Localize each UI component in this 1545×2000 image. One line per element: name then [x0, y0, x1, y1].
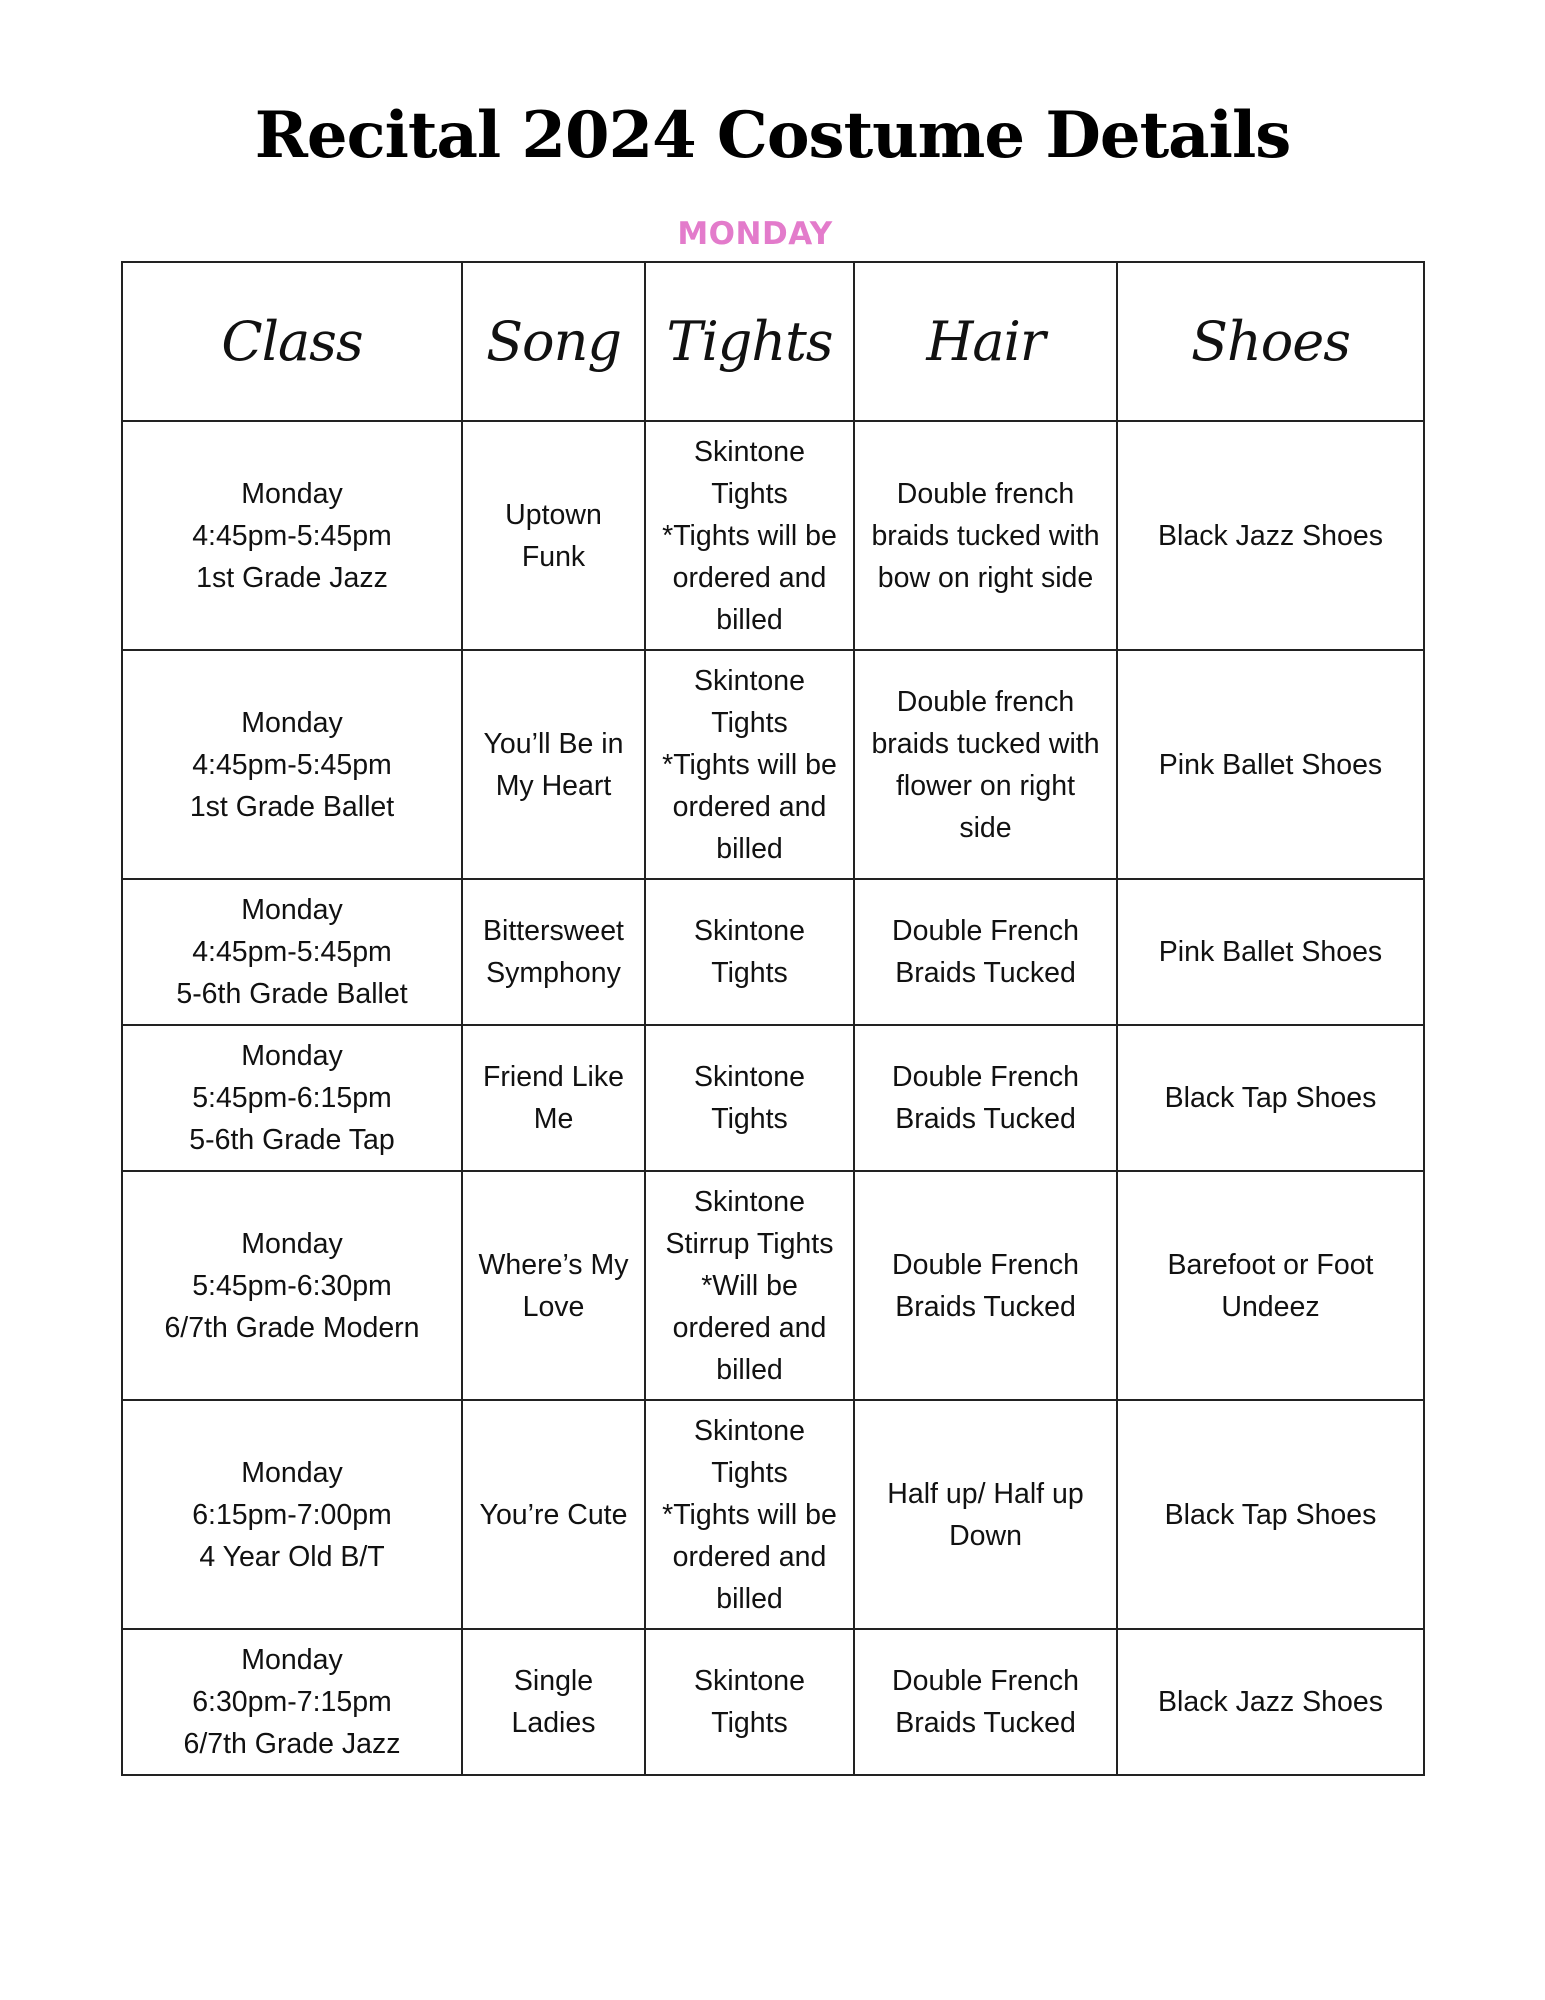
cell-line: Skintone [694, 435, 805, 468]
cell-tights [645, 1400, 854, 1629]
cell-line: Braids Tucked [895, 957, 1076, 989]
cell-class [122, 421, 462, 650]
cell-line: 6/7th Grade Jazz [183, 1728, 401, 1760]
cell-line: Love [522, 1290, 585, 1323]
header-song: Song [462, 262, 645, 421]
cell-line: ordered and [672, 1540, 827, 1573]
cell-tights [645, 1025, 854, 1171]
header-tights: Tights [645, 262, 854, 421]
cell-line: 6:30pm-7:15pm [192, 1686, 392, 1718]
cell-line: Tights [711, 1707, 788, 1739]
cell-line: 4 Year Old B/T [199, 1540, 385, 1573]
cell-line: Skintone [694, 1414, 805, 1447]
cell-tights [645, 1629, 854, 1775]
cell-line: *Will be [701, 1269, 798, 1302]
cell-tights [645, 1171, 854, 1400]
cell-line: Symphony [486, 957, 621, 989]
cell-line: Monday [241, 1456, 343, 1489]
table-row [122, 650, 1424, 879]
cell-line: ordered and [672, 561, 827, 594]
cell-line: Skintone [694, 915, 805, 947]
cell-line: Skintone [694, 664, 805, 697]
cell-song [462, 650, 645, 879]
cell-class [122, 650, 462, 879]
cell-line: 6/7th Grade Modern [164, 1311, 420, 1344]
cell-line: Skintone [694, 1665, 805, 1697]
cell-line: Uptown [505, 498, 602, 531]
cell-line: 1st Grade Jazz [196, 561, 388, 594]
cell-line: side [959, 811, 1012, 844]
cell-line: Pink Ballet Shoes [1158, 936, 1383, 968]
cell-line: Monday [241, 894, 343, 926]
cell-line: Stirrup Tights [665, 1227, 834, 1260]
cell-line: Half up/ Half up [887, 1477, 1084, 1510]
header-shoes: Shoes [1117, 262, 1424, 421]
cell-line: flower on right [895, 769, 1075, 802]
cell-tights [645, 421, 854, 650]
cell-line: Black Tap Shoes [1164, 1498, 1377, 1531]
cell-line: ordered and [672, 1311, 827, 1344]
cell-hair [854, 1629, 1117, 1775]
cell-class [122, 1171, 462, 1400]
cell-hair [854, 421, 1117, 650]
cell-line: Double French [892, 1248, 1079, 1281]
cell-line: Black Tap Shoes [1164, 1082, 1377, 1114]
cell-line: Double French [892, 1061, 1079, 1093]
cell-line: Barefoot or Foot [1167, 1248, 1374, 1281]
cell-line: 5-6th Grade Tap [189, 1124, 395, 1156]
table-header-row [122, 262, 1424, 421]
cell-line: billed [716, 832, 783, 865]
cell-line: Monday [241, 1227, 343, 1260]
cell-class [122, 1400, 462, 1629]
cell-line: Black Jazz Shoes [1158, 1686, 1383, 1718]
cell-line: 4:45pm-5:45pm [192, 936, 392, 968]
cell-line: Black Jazz Shoes [1158, 519, 1383, 552]
cell-line: Monday [241, 477, 343, 510]
cell-line: Bittersweet [483, 915, 624, 947]
cell-song [462, 1629, 645, 1775]
cell-line: Tights [711, 1103, 788, 1135]
cell-hair [854, 1171, 1117, 1400]
cell-line: 1st Grade Ballet [189, 790, 395, 823]
cell-line: 4:45pm-5:45pm [192, 748, 392, 781]
cell-song [462, 879, 645, 1025]
cell-line: braids tucked with [871, 727, 1100, 760]
cell-song [462, 1400, 645, 1629]
cell-shoes [1117, 650, 1424, 879]
cell-line: Double french [896, 685, 1075, 718]
cell-line: braids tucked with [871, 519, 1100, 552]
table-row [122, 879, 1424, 1025]
cell-line: You’ll Be in [483, 727, 624, 760]
cell-line: Single [513, 1665, 594, 1697]
cell-line: bow on right side [877, 561, 1094, 594]
cell-class [122, 879, 462, 1025]
cell-line: Ladies [511, 1707, 596, 1739]
header-class: Class [122, 262, 462, 421]
cell-line: Me [533, 1103, 574, 1135]
cell-line: Double French [892, 915, 1079, 947]
cell-line: billed [716, 603, 783, 636]
cell-line: Skintone [694, 1061, 805, 1093]
table-row [122, 1171, 1424, 1400]
cell-line: 6:15pm-7:00pm [192, 1498, 392, 1531]
cell-tights [645, 650, 854, 879]
cell-line: *Tights will be [662, 1498, 837, 1531]
cell-line: Double French [892, 1665, 1079, 1697]
cell-line: Down [949, 1519, 1022, 1552]
table-row [122, 1629, 1424, 1775]
cell-line: *Tights will be [662, 519, 837, 552]
cell-line: 4:45pm-5:45pm [192, 519, 392, 552]
cell-line: 5:45pm-6:15pm [192, 1082, 392, 1114]
page-title: Recital 2024 Costume Details [254, 98, 1291, 173]
cell-hair [854, 879, 1117, 1025]
cell-shoes [1117, 1629, 1424, 1775]
table-row [122, 421, 1424, 650]
cell-line: Tights [711, 477, 788, 510]
cell-hair [854, 650, 1117, 879]
cell-line: My Heart [495, 769, 612, 802]
cell-line: Braids Tucked [895, 1103, 1076, 1135]
cell-line: Friend Like [483, 1061, 624, 1093]
cell-line: Double french [896, 477, 1075, 510]
cell-line: Tights [711, 957, 788, 989]
cell-line: Tights [711, 706, 788, 739]
cell-line: Monday [241, 706, 343, 739]
cell-shoes [1117, 1400, 1424, 1629]
cell-line: Braids Tucked [895, 1290, 1076, 1323]
table-row [122, 1025, 1424, 1171]
cell-shoes [1117, 421, 1424, 650]
cell-line: You’re Cute [479, 1498, 628, 1531]
cell-shoes [1117, 879, 1424, 1025]
cell-song [462, 1171, 645, 1400]
cell-line: Monday [241, 1040, 343, 1072]
cell-tights [645, 879, 854, 1025]
cell-hair [854, 1025, 1117, 1171]
cell-line: Monday [241, 1644, 343, 1676]
cell-line: Pink Ballet Shoes [1158, 748, 1383, 781]
cell-line: Braids Tucked [895, 1707, 1076, 1739]
cell-shoes [1117, 1025, 1424, 1171]
cell-class [122, 1629, 462, 1775]
cell-line: Tights [711, 1456, 788, 1489]
header-hair: Hair [854, 262, 1117, 421]
cell-line: billed [716, 1582, 783, 1615]
cell-line: 5-6th Grade Ballet [176, 978, 408, 1010]
cell-hair [854, 1400, 1117, 1629]
cell-shoes [1117, 1171, 1424, 1400]
cell-line: Skintone [694, 1185, 805, 1218]
table-row [122, 1400, 1424, 1629]
cell-class [122, 1025, 462, 1171]
cell-line: billed [716, 1353, 783, 1386]
table-body [122, 421, 1424, 1775]
cell-line: *Tights will be [662, 748, 837, 781]
cell-line: ordered and [672, 790, 827, 823]
costume-table [121, 261, 1425, 1776]
cell-line: Undeez [1221, 1290, 1320, 1323]
day-label: MONDAY [677, 216, 833, 252]
cell-line: 5:45pm-6:30pm [192, 1269, 392, 1302]
cell-line: Where’s My [478, 1248, 629, 1281]
cell-line: Funk [521, 540, 586, 573]
cell-song [462, 421, 645, 650]
cell-song [462, 1025, 645, 1171]
